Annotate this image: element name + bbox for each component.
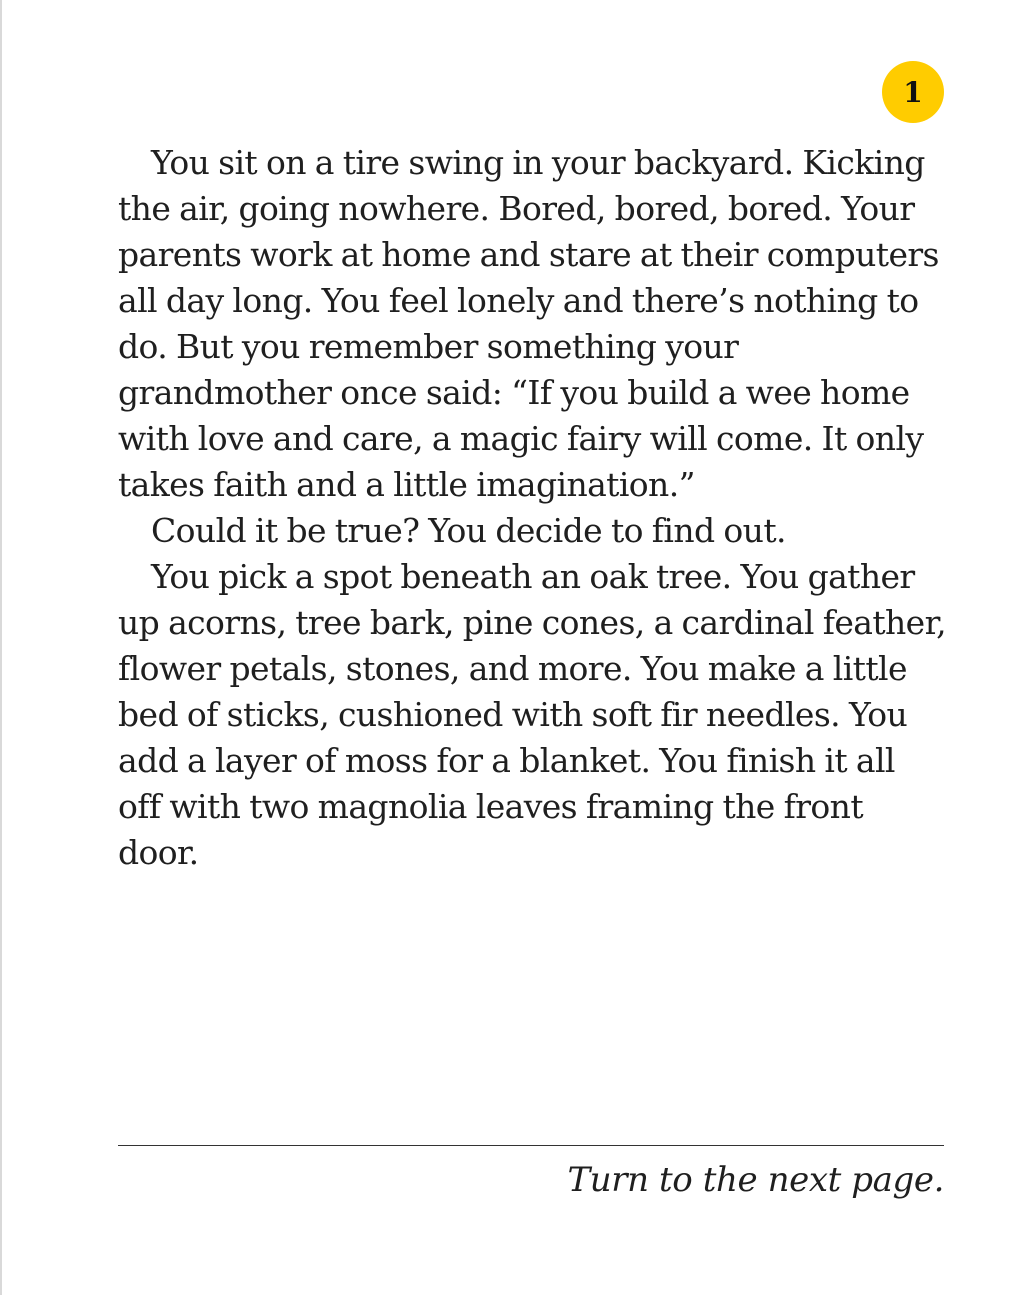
- story-line: add a layer of moss for a blanket. You finish it all: [118, 741, 895, 780]
- story-paragraph-1: [118, 140, 948, 508]
- footer-divider: [118, 1145, 944, 1146]
- story-line: parents work at home and stare at their computers: [118, 235, 939, 274]
- story-line: the air, going nowhere. Bored, bored, bored. Your: [118, 189, 915, 228]
- story-line: You pick a spot beneath an oak tree. You gather: [151, 557, 915, 596]
- story-line: You sit on a tire swing in your backyard. Kicking: [151, 143, 925, 182]
- turn-page-prompt: Turn to the next page.: [567, 1160, 944, 1200]
- story-line: grandmother once said: “If you build a wee home: [118, 373, 910, 412]
- story-line: with love and care, a magic fairy will come. It only: [118, 419, 924, 458]
- story-text: [118, 140, 948, 876]
- story-line: bed of sticks, cushioned with soft fir needles. You: [118, 695, 908, 734]
- story-line: door.: [118, 833, 199, 872]
- page-edge: [0, 0, 2, 1295]
- story-line: off with two magnolia leaves framing the front: [118, 787, 863, 826]
- story-line: flower petals, stones, and more. You make a little: [118, 649, 907, 688]
- story-line: takes faith and a little imagination.”: [118, 465, 695, 504]
- story-line: all day long. You feel lonely and there’s nothing to: [118, 281, 919, 320]
- page-number: 1: [903, 75, 923, 109]
- story-line: up acorns, tree bark, pine cones, a cardinal feather,: [118, 603, 947, 642]
- story-line: Could it be true? You decide to find out.: [151, 511, 786, 550]
- story-line: do. But you remember something your: [118, 327, 739, 366]
- page-number-badge: [882, 61, 944, 123]
- story-paragraph-2: [118, 508, 948, 554]
- story-paragraph-3: [118, 554, 948, 876]
